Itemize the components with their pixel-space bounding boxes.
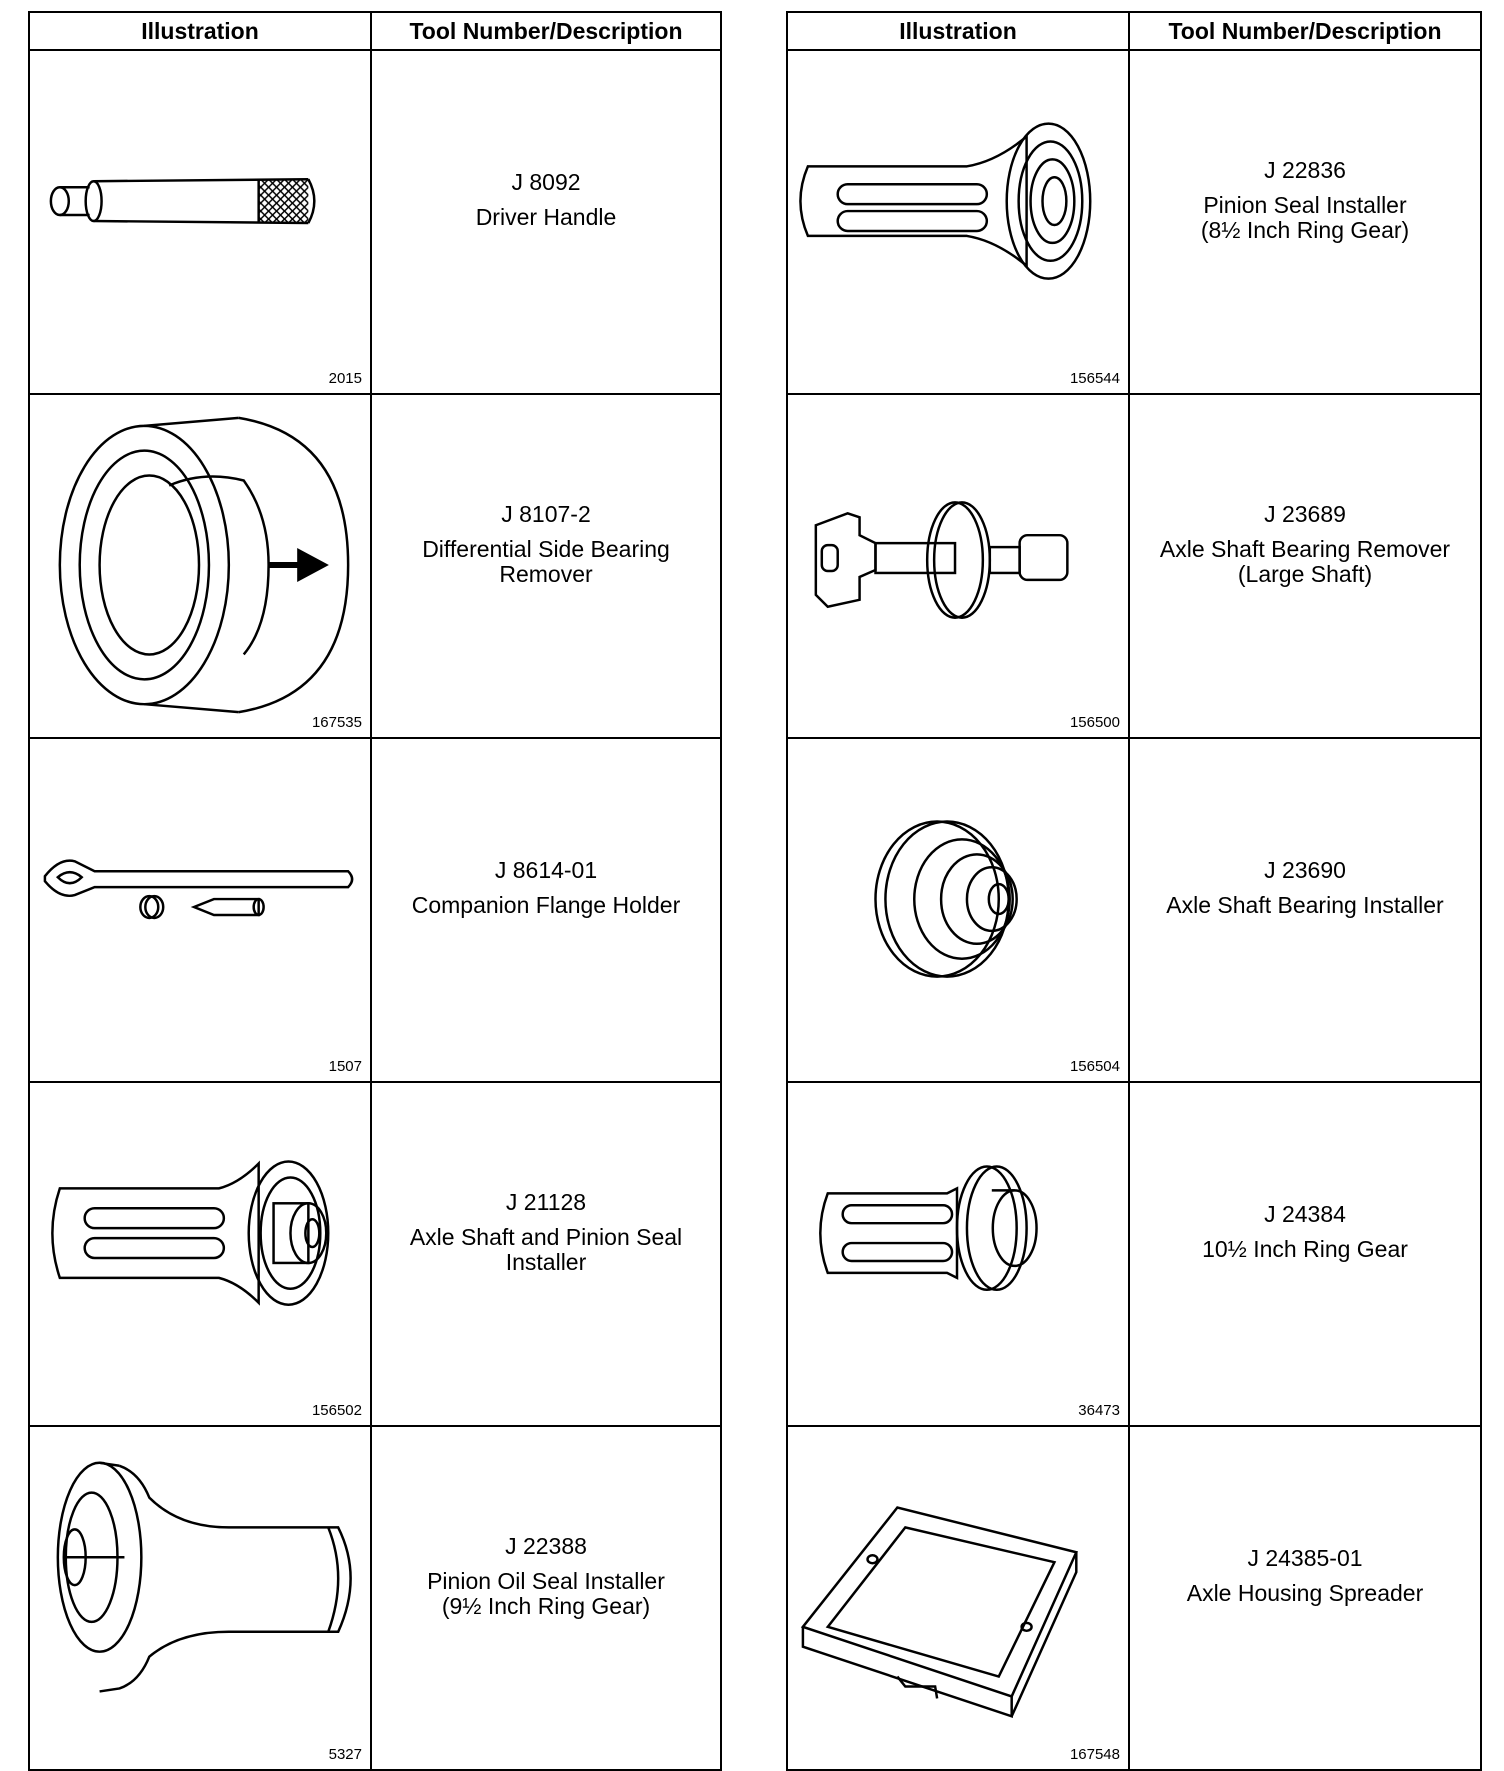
tool-description: Axle Shaft Bearing Remover	[1159, 535, 1451, 562]
table-row	[787, 1426, 1481, 1770]
figure-number: 156500	[1069, 714, 1120, 731]
figure-number: 156502	[311, 1402, 362, 1419]
table-row	[29, 1426, 721, 1770]
tool-description: Axle Shaft Bearing Installer	[1166, 892, 1444, 918]
tool-number: J 22836	[1264, 156, 1346, 183]
illustration-cell	[787, 1082, 1129, 1426]
tool-description: Axle Housing Spreader	[1186, 1580, 1424, 1606]
table-row	[29, 394, 721, 738]
table-row	[787, 50, 1481, 394]
illustration-cell	[29, 394, 371, 738]
tool-description: Differential Side Bearing	[422, 535, 670, 562]
illustration-cell	[787, 738, 1129, 1082]
illustration-cell	[787, 1426, 1129, 1770]
axle-housing-spreader-icon	[788, 1427, 1128, 1769]
description-cell	[371, 394, 721, 738]
table-row	[787, 394, 1481, 738]
figure-number: 167535	[311, 714, 362, 731]
illustration-cell	[29, 738, 371, 1082]
tool-number: J 21128	[505, 1188, 587, 1215]
illustration-cell	[787, 394, 1129, 738]
description-cell	[1129, 50, 1481, 394]
tools-table-left	[28, 11, 722, 1771]
flange-holder-icon	[30, 739, 370, 1081]
figure-number: 5327	[328, 1746, 362, 1763]
description-cell	[371, 738, 721, 1082]
header-tool-number-description: Tool Number/Description	[371, 12, 721, 50]
description-cell	[1129, 738, 1481, 1082]
table-header-row	[29, 12, 721, 50]
illustration-cell	[29, 50, 371, 394]
header-illustration: Illustration	[787, 12, 1129, 50]
tool-description: Installer	[505, 1248, 587, 1275]
tool-description: 10½ Inch Ring Gear	[1202, 1236, 1408, 1262]
tool-number: J 23690	[1264, 857, 1346, 883]
table-row	[29, 1082, 721, 1426]
tool-number: J 8107-2	[501, 500, 591, 527]
tool-number: J 24385-01	[1247, 1545, 1363, 1571]
pinion-seal-installer-icon	[788, 51, 1128, 393]
table-row	[29, 738, 721, 1082]
figure-number: 156544	[1069, 370, 1120, 387]
table-row	[787, 738, 1481, 1082]
illustration-cell	[787, 50, 1129, 394]
bearing-remover-icon	[30, 395, 370, 737]
oil-seal-installer-icon	[30, 1427, 370, 1769]
tool-number: J 22388	[505, 1532, 587, 1559]
tool-description: Pinion Seal Installer	[1203, 191, 1407, 218]
table-row	[29, 50, 721, 394]
tool-description: (9½ Inch Ring Gear)	[441, 1592, 651, 1619]
figure-number: 1507	[328, 1058, 362, 1075]
tool-description: (8½ Inch Ring Gear)	[1200, 216, 1410, 243]
tool-description: Driver Handle	[475, 204, 617, 230]
figure-number: 156504	[1069, 1058, 1120, 1075]
tool-description: Remover	[499, 560, 593, 587]
tool-description: (Large Shaft)	[1237, 560, 1373, 587]
figure-number: 36473	[1078, 1402, 1120, 1419]
tool-description: Pinion Oil Seal Installer	[427, 1567, 665, 1594]
description-cell	[371, 1082, 721, 1426]
tool-description: Companion Flange Holder	[411, 892, 681, 918]
table-row	[787, 1082, 1481, 1426]
description-cell	[371, 1426, 721, 1770]
tools-table-right	[786, 11, 1482, 1771]
description-cell	[1129, 1426, 1481, 1770]
figure-number: 2015	[328, 370, 362, 387]
tool-number: J 8092	[511, 169, 581, 195]
tool-number: J 23689	[1264, 500, 1346, 527]
illustration-cell	[29, 1426, 371, 1770]
axle-bearing-remover-icon	[788, 395, 1128, 737]
illustration-cell	[29, 1082, 371, 1426]
figure-number: 167548	[1069, 1746, 1120, 1763]
tool-description: Axle Shaft and Pinion Seal	[409, 1223, 683, 1250]
tool-number: J 8614-01	[494, 857, 598, 883]
table-header-row	[787, 12, 1481, 50]
ring-gear-tool-icon	[788, 1083, 1128, 1425]
header-illustration: Illustration	[29, 12, 371, 50]
seal-installer-icon	[30, 1083, 370, 1425]
description-cell	[1129, 394, 1481, 738]
driver-handle-icon	[30, 51, 370, 393]
description-cell	[371, 50, 721, 394]
description-cell	[1129, 1082, 1481, 1426]
header-tool-number-description: Tool Number/Description	[1129, 12, 1481, 50]
tool-number: J 24384	[1264, 1201, 1346, 1227]
axle-bearing-installer-icon	[788, 739, 1128, 1081]
